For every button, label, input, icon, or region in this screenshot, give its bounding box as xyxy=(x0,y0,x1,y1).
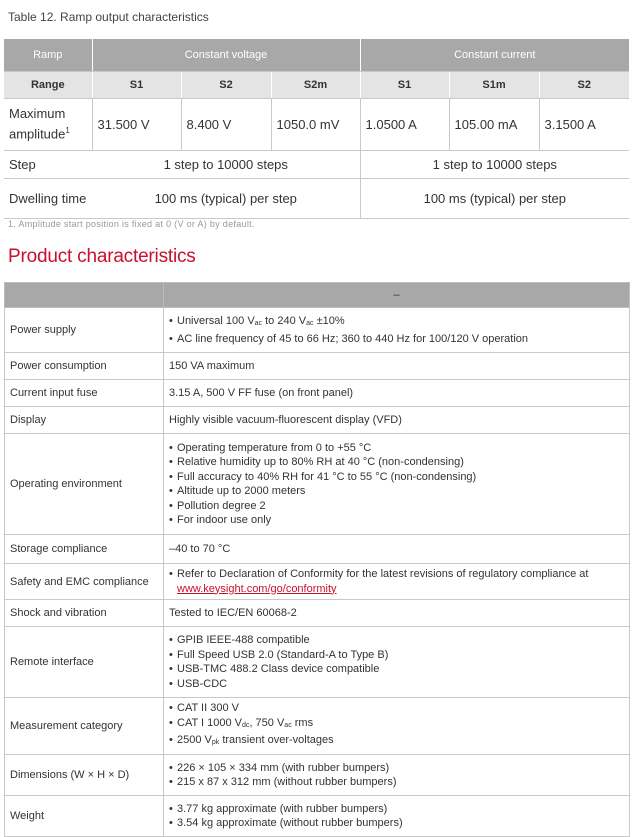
range-cc-s1: S1 xyxy=(360,71,449,98)
measurement-category-label: Measurement category xyxy=(5,698,164,755)
table-row xyxy=(5,308,630,353)
list-item: • AC line frequency of 45 to 66 Hz; 360 to 440 Hz for 100/120 V operation xyxy=(169,332,628,347)
display-label: Display xyxy=(5,407,164,434)
fuse-value: 3.15 A, 500 V FF fuse (on front panel) xyxy=(164,380,630,407)
step-label: Step xyxy=(4,150,92,178)
power-supply-value xyxy=(164,308,630,353)
list-item: • Refer to Declaration of Conformity for the latest revisions of regulatory compliance at www.keysight.com/go/conformity xyxy=(169,567,628,596)
range-cc-s2: S2 xyxy=(539,71,629,98)
dwelling-cv-value: 100 ms (typical) per step xyxy=(92,178,360,218)
range-header-row xyxy=(4,71,629,98)
table-row xyxy=(5,627,630,698)
weight-label: Weight xyxy=(5,796,164,837)
table-row xyxy=(5,434,630,535)
dwelling-row xyxy=(4,178,629,218)
safety-label: Safety and EMC compliance xyxy=(5,564,164,600)
dwelling-cc-value: 100 ms (typical) per step xyxy=(360,178,629,218)
section-title: Product characteristics xyxy=(8,246,196,267)
list-item: • 215 x 87 x 312 mm (without rubber bumpers) xyxy=(169,775,628,790)
table-row xyxy=(5,698,630,755)
max-amp-cc-s2: 3.1500 A xyxy=(539,98,629,150)
product-header-row xyxy=(5,283,630,308)
list-item: • CAT I 1000 $V_{dc}$, 750 $V_{ac}$ rms xyxy=(169,716,628,734)
list-item: • Operating temperature from 0 to +55 °C xyxy=(169,441,628,456)
step-cv-value: 1 step to 10000 steps xyxy=(92,150,360,178)
product-characteristics-table xyxy=(4,282,630,837)
list-item: • Pollution degree 2 xyxy=(169,499,628,514)
ramp-header-row xyxy=(4,39,629,71)
table-row xyxy=(5,380,630,407)
measurement-category-value xyxy=(164,698,630,755)
table-row xyxy=(5,564,630,600)
dwelling-label: Dwelling time xyxy=(4,178,92,218)
safety-value xyxy=(164,564,630,600)
range-header: Range xyxy=(4,71,92,98)
product-header-empty xyxy=(5,283,164,308)
fuse-label: Current input fuse xyxy=(5,380,164,407)
footnote-marker: 1 xyxy=(65,126,70,136)
storage-value: –40 to 70 °C xyxy=(164,535,630,564)
shock-value: Tested to IEC/EN 60068-2 xyxy=(164,600,630,627)
ramp-output-table xyxy=(4,39,629,219)
max-amp-cv-s2m: 1050.0 mV xyxy=(271,98,360,150)
max-amp-cc-s1: 1.0500 A xyxy=(360,98,449,150)
display-value: Highly visible vacuum-fluorescent display (VFD) xyxy=(164,407,630,434)
weight-value xyxy=(164,796,630,837)
shock-label: Shock and vibration xyxy=(5,600,164,627)
table-row xyxy=(5,796,630,837)
power-supply-label: Power supply xyxy=(5,308,164,353)
constant-voltage-header: Constant voltage xyxy=(92,39,360,71)
remote-interface-label: Remote interface xyxy=(5,627,164,698)
table-row xyxy=(5,755,630,796)
constant-current-header: Constant current xyxy=(360,39,629,71)
list-item: • Altitude up to 2000 meters xyxy=(169,484,628,499)
list-item: • GPIB IEEE-488 compatible xyxy=(169,633,628,648)
list-item: • Full accuracy to 40% RH for 41 °C to 55 °C (non-condensing) xyxy=(169,470,628,485)
max-amplitude-row xyxy=(4,98,629,150)
max-amp-cv-s2: 8.400 V xyxy=(181,98,271,150)
table-caption: Table 12. Ramp output characteristics xyxy=(8,10,209,24)
remote-interface-value xyxy=(164,627,630,698)
power-consumption-value: 150 VA maximum xyxy=(164,353,630,380)
power-consumption-label: Power consumption xyxy=(5,353,164,380)
product-header-dash: – xyxy=(164,283,630,308)
list-item: • 2500 $V_{pk}$ transient over-voltages xyxy=(169,733,628,751)
table-row xyxy=(5,535,630,564)
dimensions-value xyxy=(164,755,630,796)
max-amp-cv-s1: 31.500 V xyxy=(92,98,181,150)
operating-environment-value xyxy=(164,434,630,535)
list-item: • For indoor use only xyxy=(169,513,628,528)
list-item: • USB-CDC xyxy=(169,677,628,692)
list-item: • CAT II 300 V xyxy=(169,701,628,716)
table-footnote: 1. Amplitude start position is fixed at 0 (V or A) by default. xyxy=(8,219,255,229)
range-cv-s2m: S2m xyxy=(271,71,360,98)
table-row xyxy=(5,407,630,434)
step-row xyxy=(4,150,629,178)
range-cv-s1: S1 xyxy=(92,71,181,98)
list-item: • Universal 100 $V_{ac}$ to 240 $V_{ac} \pm 10\%$ xyxy=(169,314,628,332)
list-item: • 3.54 kg approximate (without rubber bumpers) xyxy=(169,816,628,831)
list-item: • Relative humidity up to 80% RH at 40 °C (non-condensing) xyxy=(169,455,628,470)
dimensions-label: Dimensions (W × H × D) xyxy=(5,755,164,796)
max-amp-cc-s1m: 105.00 mA xyxy=(449,98,539,150)
storage-label: Storage compliance xyxy=(5,535,164,564)
range-cv-s2: S2 xyxy=(181,71,271,98)
ramp-header: Ramp xyxy=(4,39,92,71)
range-cc-s1m: S1m xyxy=(449,71,539,98)
list-item: • 226 × 105 × 334 mm (with rubber bumpers) xyxy=(169,761,628,776)
table-row xyxy=(5,353,630,380)
list-item: • Full Speed USB 2.0 (Standard-A to Type B) xyxy=(169,648,628,663)
list-item: • 3.77 kg approximate (with rubber bumpers) xyxy=(169,802,628,817)
step-cc-value: 1 step to 10000 steps xyxy=(360,150,629,178)
list-item: • USB-TMC 488.2 Class device compatible xyxy=(169,662,628,677)
operating-environment-label: Operating environment xyxy=(5,434,164,535)
max-amplitude-label: Maximum amplitude$^1$ xyxy=(4,98,92,150)
table-row xyxy=(5,600,630,627)
conformity-link[interactable]: www.keysight.com/go/conformity xyxy=(177,582,337,595)
